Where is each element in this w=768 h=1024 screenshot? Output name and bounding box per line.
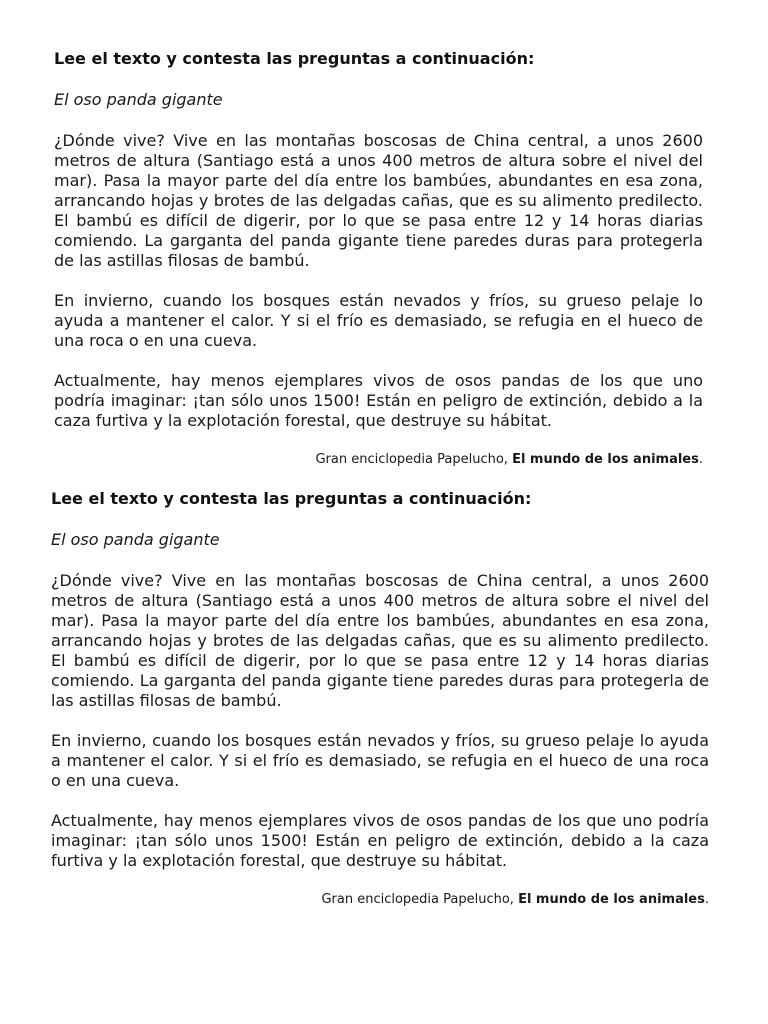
text-title: El oso panda gigante xyxy=(54,90,223,109)
source-suffix: . xyxy=(698,452,703,467)
source-citation xyxy=(54,451,703,469)
instructions-heading: Lee el texto y contesta las preguntas a continuación: xyxy=(54,49,535,68)
paragraph-extinction: Actualmente, hay menos ejemplares vivos de osos pandas de los que uno podría imaginar: ¡tan sólo unos 1500! Están en peligro de extinción, debido a la caza furtiva y la explotación forestal, que destruye su hábitat. xyxy=(51,811,709,870)
paragraph-extinction: Actualmente, hay menos ejemplares vivos de osos pandas de los que uno podría imaginar: ¡tan sólo unos 1500! Están en peligro de extinción, debido a la caza furtiva y la explotación forestal, que destruye su hábitat. xyxy=(54,371,703,430)
reading-section-2 xyxy=(51,488,709,909)
paragraph-habitat: ¿Dónde vive? Vive en las montañas boscosas de China central, a unos 2600 metros de altura (Santiago está a unos 400 metros de altura sobre el nivel del mar). Pasa la mayor parte del día entre los bambúes, abundantes en esa zona, arrancando hojas y brotes de las delgadas cañas, que es su alimento predilecto. El bambú es difícil de digerir, por lo que se pasa entre 12 y 14 horas diarias comiendo. La garganta del panda gigante tiene paredes duras para protegerla de las astillas filosas de bambú. xyxy=(51,571,709,710)
instructions-heading: Lee el texto y contesta las preguntas a continuación: xyxy=(51,489,532,508)
source-citation xyxy=(51,891,709,909)
source-book-title: El mundo de los animales xyxy=(512,452,699,467)
source-suffix: . xyxy=(704,892,709,907)
paragraph-winter: En invierno, cuando los bosques están nevados y fríos, su grueso pelaje lo ayuda a mantener el calor. Y si el frío es demasiado, se refugia en el hueco de una roca o en una cueva. xyxy=(51,731,709,790)
reading-section-1 xyxy=(54,48,703,469)
paragraph-winter: En invierno, cuando los bosques están nevados y fríos, su grueso pelaje lo ayuda a mantener el calor. Y si el frío es demasiado, se refugia en el hueco de una roca o en una cueva. xyxy=(54,291,703,350)
paragraph-habitat: ¿Dónde vive? Vive en las montañas boscosas de China central, a unos 2600 metros de altura (Santiago está a unos 400 metros de altura sobre el nivel del mar). Pasa la mayor parte del día entre los bambúes, abundantes en esa zona, arrancando hojas y brotes de las delgadas cañas, que es su alimento predilecto. El bambú es difícil de digerir, por lo que se pasa entre 12 y 14 horas diarias comiendo. La garganta del panda gigante tiene paredes duras para protegerla de las astillas filosas de bambú. xyxy=(54,131,703,270)
text-title: El oso panda gigante xyxy=(51,530,220,549)
source-book-title: El mundo de los animales xyxy=(518,892,705,907)
source-prefix: Gran enciclopedia Papelucho, xyxy=(321,892,519,907)
source-prefix: Gran enciclopedia Papelucho, xyxy=(315,452,513,467)
